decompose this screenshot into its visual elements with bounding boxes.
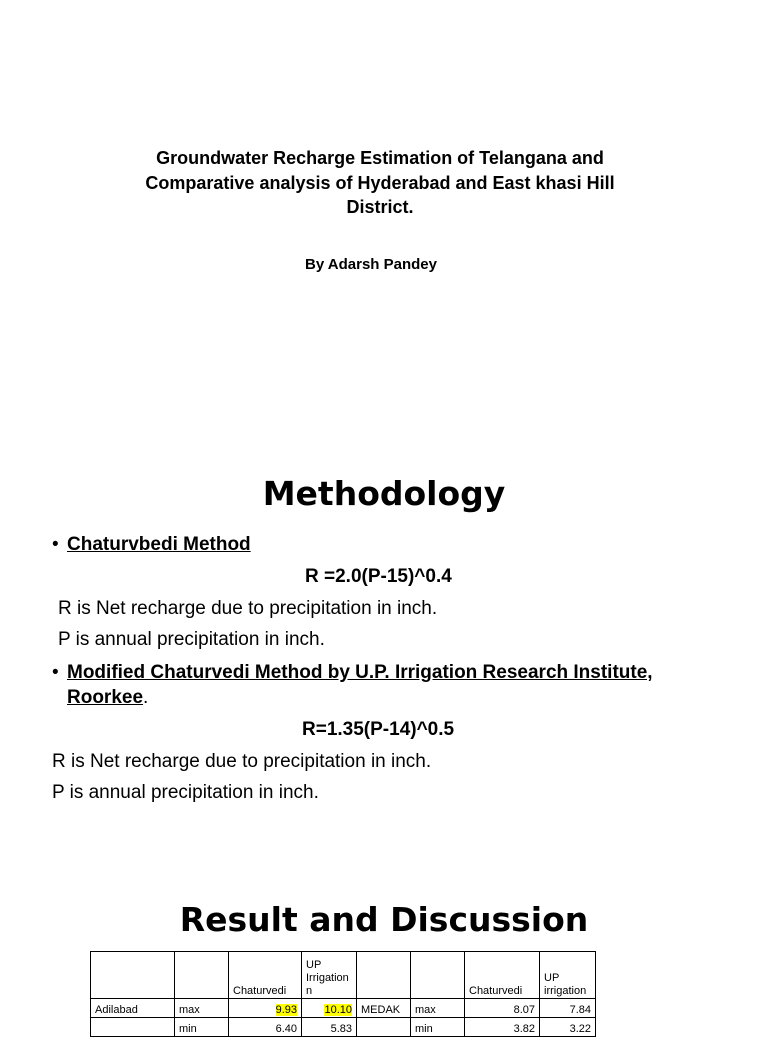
bullet-2: • [52, 662, 59, 683]
header-up-2-line-b: irrigation [544, 985, 587, 997]
cell-chaturvedi-1: 6.40 [229, 1018, 302, 1037]
method2-period: . [143, 687, 149, 708]
header-blank-stat-1 [175, 952, 229, 999]
method2-r-description: R is Net recharge due to precipitation in inch. [52, 751, 432, 772]
cell-up-1: 5.83 [302, 1018, 357, 1037]
method2-name-line2 [67, 687, 148, 709]
table-header-row [91, 952, 596, 999]
results-heading: Result and Discussion [179, 900, 589, 939]
cell-up-2: 3.22 [540, 1018, 596, 1037]
cell-district-2 [357, 1018, 411, 1037]
cell-district-1: Adilabad [91, 999, 175, 1018]
cell-district-1 [91, 1018, 175, 1037]
table-row [91, 999, 596, 1018]
cell-up-1 [302, 999, 357, 1018]
cell-chaturvedi-1 [229, 999, 302, 1018]
method1-formula: R =2.0(P-15)^0.4 [305, 566, 452, 587]
results-table [90, 951, 596, 1037]
header-up-1-line-a: UP [306, 959, 322, 971]
header-up-1-line-b: Irrigation [306, 972, 349, 984]
title-line-3: District. [346, 197, 414, 217]
header-blank-district-2 [357, 952, 411, 999]
method2-formula: R=1.35(P-14)^0.5 [302, 719, 455, 740]
header-up-irrigation-1 [302, 952, 357, 999]
cell-stat-2: max [411, 999, 465, 1018]
title-line-2: Comparative analysis of Hyderabad and East khasi Hill [145, 172, 615, 193]
header-chaturvedi-2: Chaturvedi [465, 952, 540, 999]
method2-name-line1: Modified Chaturvedi Method by U.P. Irrigation Research Institute, [67, 662, 653, 683]
method1-p-description: P is annual precipitation in inch. [58, 629, 325, 650]
table-row [91, 1018, 596, 1037]
bullet-1: • [52, 534, 59, 555]
method2-name-roorkee: Roorkee [67, 687, 144, 708]
cell-up-2: 7.84 [540, 999, 596, 1018]
highlight-chaturvedi-max: 9.93 [275, 1004, 297, 1016]
highlight-up-max: 10.10 [324, 1004, 352, 1016]
method1-name: Chaturvbedi Method [67, 534, 251, 555]
header-blank-stat-2 [411, 952, 465, 999]
title-line-1: Groundwater Recharge Estimation of Telangana and [156, 148, 604, 168]
header-up-irrigation-2 [540, 952, 596, 999]
document-title [120, 146, 640, 220]
header-chaturvedi-1: Chaturvedi [229, 952, 302, 999]
cell-chaturvedi-2: 3.82 [465, 1018, 540, 1037]
author-line: By Adarsh Pandey [305, 256, 437, 273]
header-up-1-line-c: n [306, 985, 313, 997]
cell-district-2: MEDAK [357, 999, 411, 1018]
header-blank-district-1 [91, 952, 175, 999]
method1-r-description: R is Net recharge due to precipitation in inch. [58, 598, 438, 619]
cell-stat-2: min [411, 1018, 465, 1037]
methodology-heading: Methodology [262, 474, 506, 513]
header-up-2-line-a: UP [544, 972, 560, 984]
cell-stat-1: min [175, 1018, 229, 1037]
cell-chaturvedi-2: 8.07 [465, 999, 540, 1018]
cell-stat-1: max [175, 999, 229, 1018]
method2-p-description: P is annual precipitation in inch. [52, 782, 319, 803]
